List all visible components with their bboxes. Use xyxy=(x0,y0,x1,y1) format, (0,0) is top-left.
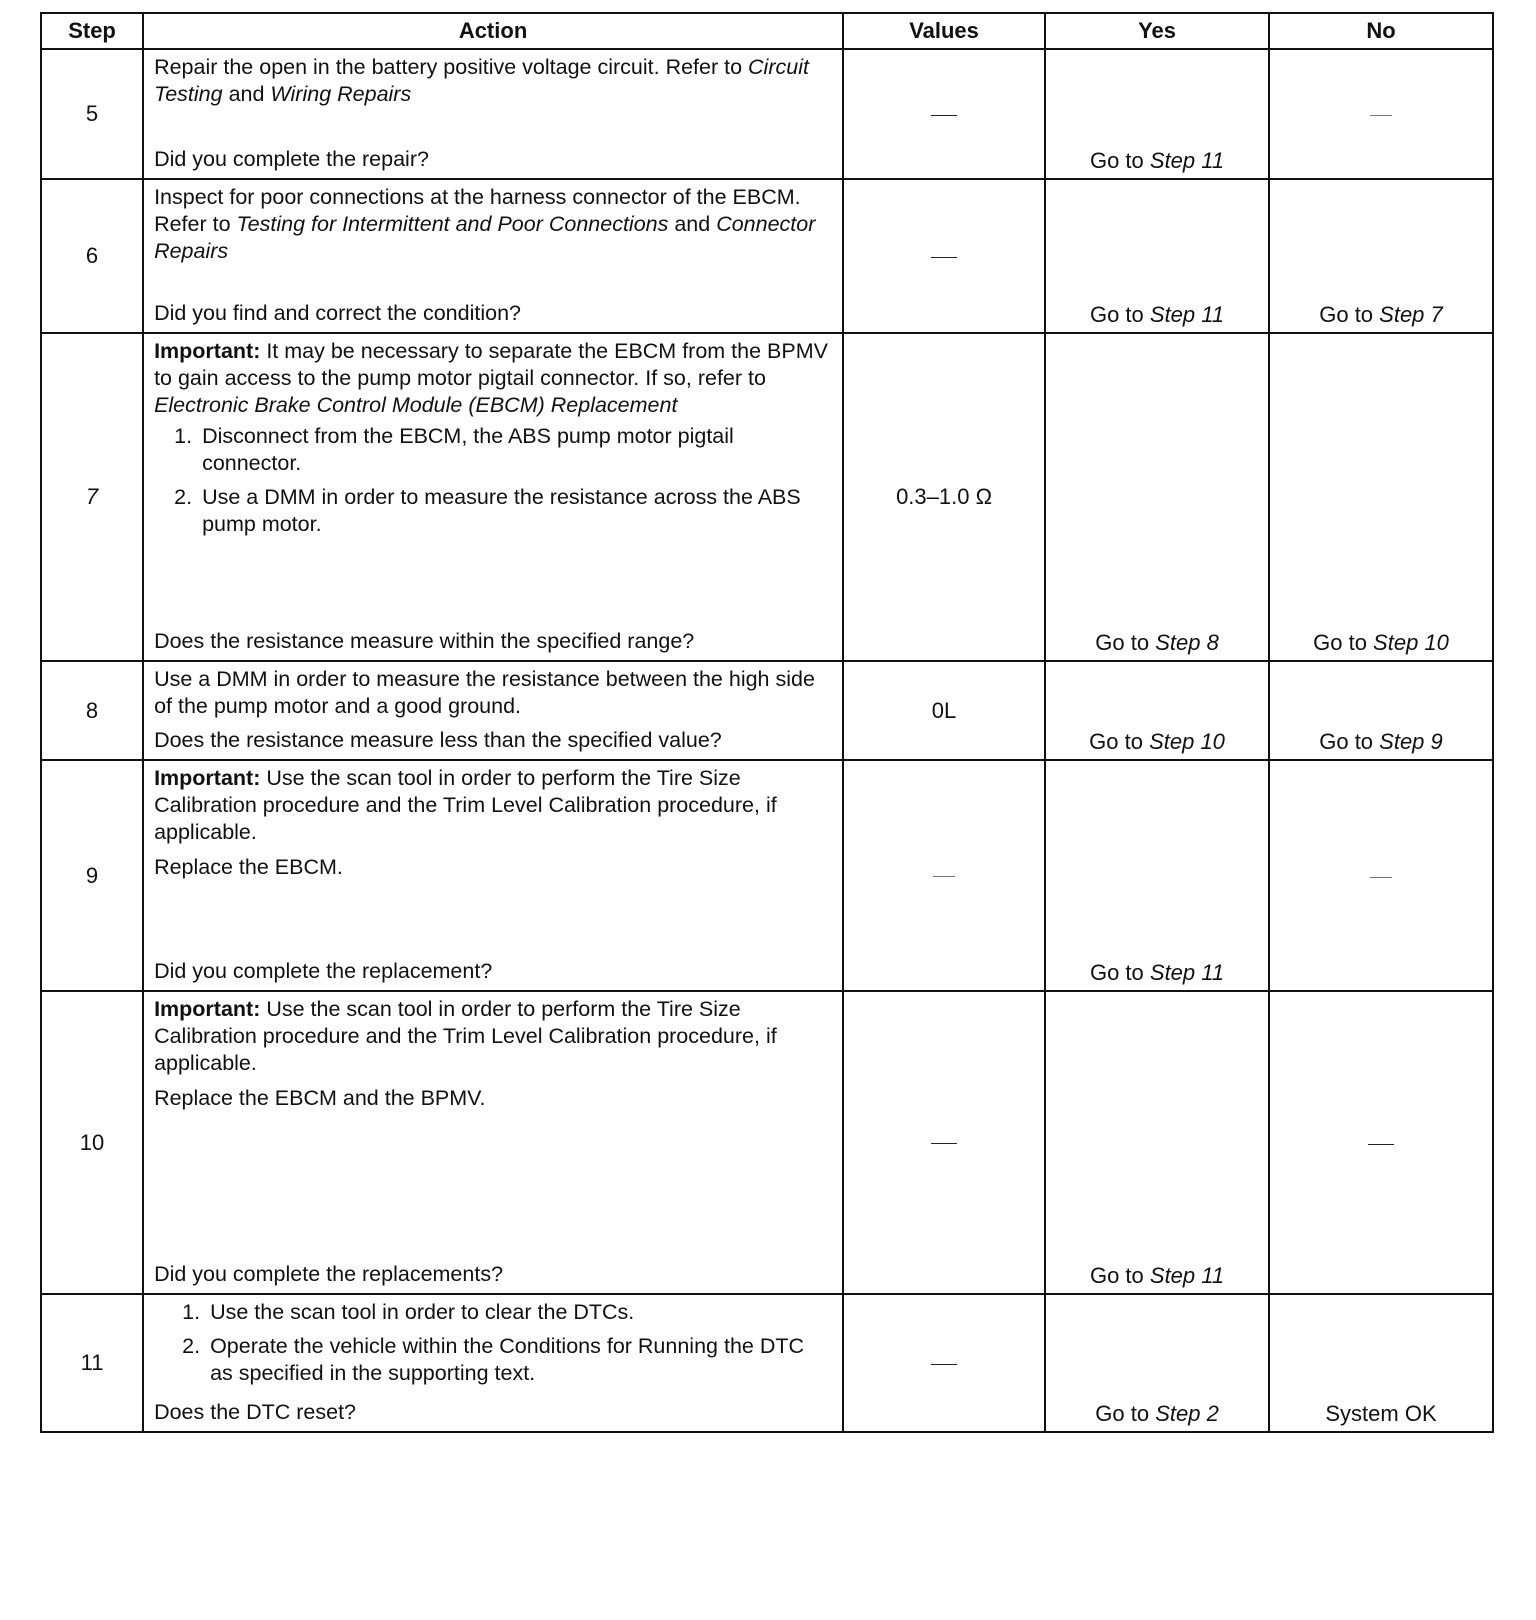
no-cell: Go to Step 7 xyxy=(1269,179,1493,333)
important-note: Important: Use the scan tool in order to perform the Tire Size Calibration procedure and the Trim Level Calibration procedure, if applicable. xyxy=(154,997,777,1075)
yes-cell: Go to Step 11 xyxy=(1045,49,1269,179)
list-item: 2. Operate the vehicle within the Conditions for Running the DTC as specified in the supporting text. xyxy=(206,1333,832,1387)
list-item: 2. Use a DMM in order to measure the resistance across the ABS pump motor. xyxy=(198,484,832,538)
dash-mark xyxy=(931,1143,957,1144)
header-yes: Yes xyxy=(1045,13,1269,49)
no-cell xyxy=(1269,991,1493,1294)
values-cell: 0.3–1.0 Ω xyxy=(843,333,1045,661)
table-row-step-6 xyxy=(41,179,1493,333)
list-item: 1. Use the scan tool in order to clear the DTCs. xyxy=(206,1299,832,1326)
step-number: 11 xyxy=(41,1294,143,1432)
action-question: Does the DTC reset? xyxy=(154,1400,357,1424)
table-row-step-5 xyxy=(41,49,1493,179)
no-cell: System OK xyxy=(1269,1294,1493,1432)
action-cell xyxy=(143,179,843,333)
values-cell xyxy=(843,760,1045,991)
yes-cell: Go to Step 11 xyxy=(1045,179,1269,333)
reference-link: Connector Repairs xyxy=(154,212,816,263)
values-cell xyxy=(843,991,1045,1294)
goto-step: Step 10 xyxy=(1373,630,1449,655)
important-label: Important: xyxy=(154,766,261,790)
goto-step: Step 11 xyxy=(1149,960,1225,985)
dash-mark xyxy=(1368,1144,1394,1145)
list-item: 1. Disconnect from the EBCM, the ABS pump motor pigtail connector. xyxy=(198,423,832,477)
no-cell xyxy=(1269,49,1493,179)
values-cell: 0L xyxy=(843,661,1045,760)
goto-step: Step 11 xyxy=(1149,1263,1225,1288)
dash-mark xyxy=(1370,115,1392,116)
procedure-list xyxy=(154,1299,832,1394)
goto-step: Step 8 xyxy=(1155,630,1219,655)
header-row xyxy=(41,13,1493,49)
no-cell: Go to Step 10 xyxy=(1269,333,1493,661)
diagnostic-table xyxy=(40,12,1494,1433)
values-cell xyxy=(843,179,1045,333)
table-row-step-11 xyxy=(41,1294,1493,1432)
important-label: Important: xyxy=(154,339,261,363)
action-question: Does the resistance measure within the specified range? xyxy=(154,629,695,653)
no-cell xyxy=(1269,760,1493,991)
values-cell xyxy=(843,49,1045,179)
values-cell xyxy=(843,1294,1045,1432)
table-row-step-10 xyxy=(41,991,1493,1294)
dash-mark xyxy=(931,1364,957,1365)
table-row-step-8 xyxy=(41,661,1493,760)
step-number: 7 xyxy=(41,333,143,661)
dash-mark xyxy=(931,115,957,116)
important-note: Important: It may be necessary to separate the EBCM from the BPMV to gain access to the pump motor pigtail connector. If so, refer to Electronic Brake Control Module (EBCM) Replacement xyxy=(154,339,828,417)
action-text: Repair the open in the battery positive voltage circuit. Refer to Circuit Testing and Wiring Repairs xyxy=(154,55,809,106)
step-number: 6 xyxy=(41,179,143,333)
important-note: Important: Use the scan tool in order to perform the Tire Size Calibration procedure and the Trim Level Calibration procedure, if applicable. xyxy=(154,766,777,844)
action-cell xyxy=(143,661,843,760)
goto-step: Step 11 xyxy=(1149,302,1225,327)
reference-link: Circuit Testing xyxy=(154,55,809,106)
action-text: Inspect for poor connections at the harness connector of the EBCM. Refer to Testing for Intermittent and Poor Connections and Connector Repairs xyxy=(154,185,816,263)
yes-cell: Go to Step 8 xyxy=(1045,333,1269,661)
procedure-list xyxy=(154,423,832,538)
action-text: Use a DMM in order to measure the resistance between the high side of the pump motor and a good ground. xyxy=(154,667,815,718)
dash-mark xyxy=(1370,877,1392,878)
table-row-step-7 xyxy=(41,333,1493,661)
dash-mark xyxy=(933,876,955,877)
step-number: 8 xyxy=(41,661,143,760)
action-cell xyxy=(143,760,843,991)
action-cell xyxy=(143,1294,843,1432)
goto-step: Step 2 xyxy=(1155,1401,1219,1426)
header-no: No xyxy=(1269,13,1493,49)
important-label: Important: xyxy=(154,997,261,1021)
action-cell xyxy=(143,333,843,661)
table-row-step-9 xyxy=(41,760,1493,991)
action-cell xyxy=(143,991,843,1294)
goto-step: Step 10 xyxy=(1149,729,1225,754)
action-question: Did you complete the replacements? xyxy=(154,1262,504,1286)
header-values: Values xyxy=(843,13,1045,49)
action-question: Does the resistance measure less than the specified value? xyxy=(154,728,722,752)
action-text: Replace the EBCM and the BPMV. xyxy=(154,1086,486,1110)
header-step: Step xyxy=(41,13,143,49)
action-cell xyxy=(143,49,843,179)
step-number: 10 xyxy=(41,991,143,1294)
yes-cell: Go to Step 11 xyxy=(1045,760,1269,991)
action-text: Replace the EBCM. xyxy=(154,855,343,879)
dash-mark xyxy=(931,257,957,258)
header-action: Action xyxy=(143,13,843,49)
yes-cell: Go to Step 11 xyxy=(1045,991,1269,1294)
goto-step: Step 9 xyxy=(1379,729,1443,754)
yes-cell: Go to Step 2 xyxy=(1045,1294,1269,1432)
yes-cell: Go to Step 10 xyxy=(1045,661,1269,760)
action-question: Did you complete the repair? xyxy=(154,147,429,171)
reference-link: Electronic Brake Control Module (EBCM) Replacement xyxy=(154,393,678,417)
step-number: 9 xyxy=(41,760,143,991)
reference-link: Wiring Repairs xyxy=(270,82,412,106)
step-number: 5 xyxy=(41,49,143,179)
action-question: Did you complete the replacement? xyxy=(154,959,493,983)
reference-link: Testing for Intermittent and Poor Connections xyxy=(236,212,669,236)
no-cell: Go to Step 9 xyxy=(1269,661,1493,760)
action-question: Did you find and correct the condition? xyxy=(154,301,521,325)
goto-step: Step 11 xyxy=(1149,148,1225,173)
goto-step: Step 7 xyxy=(1379,302,1443,327)
